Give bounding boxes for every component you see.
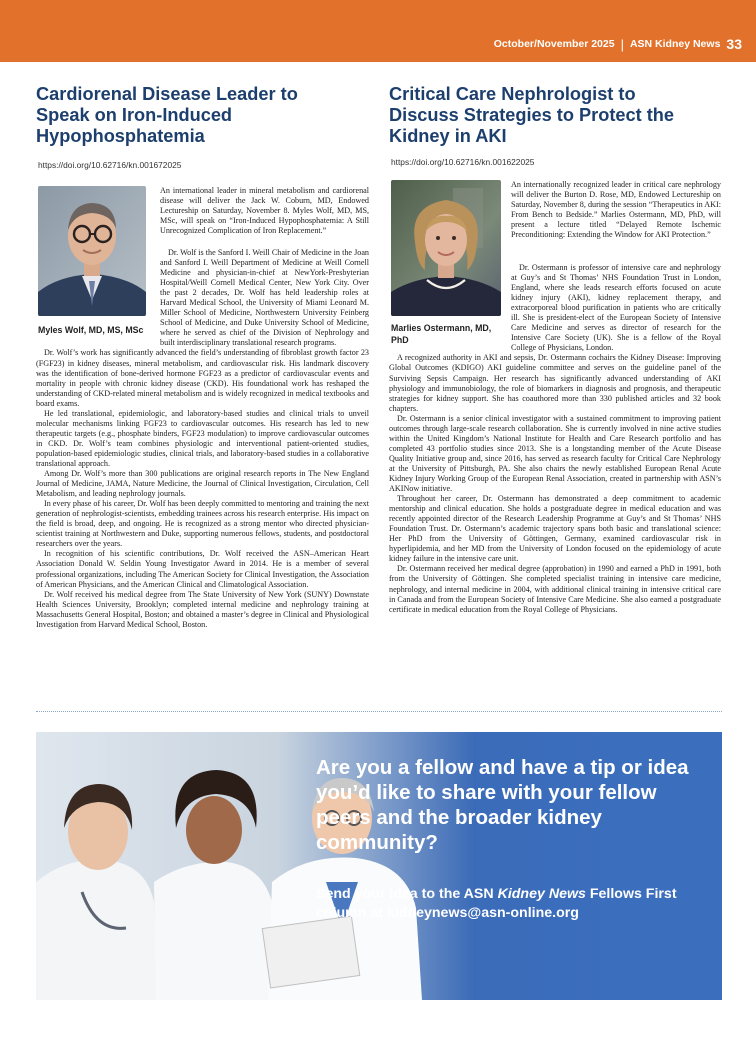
running-header [494, 36, 742, 52]
left-photo-caption: Myles Wolf, MD, MS, MSc [38, 325, 144, 335]
right-para-1: An internationally recognized leader in critical care nephrology will deliver the Burton D. Rose, MD, Endowed Lectureship on Saturday, November 8, during the session “Therapeutics in AKI: From Bench to Bedside.” Marlies Ostermann, MD, PhD, will present a lecture titled “Delayed Remote Ischemic Preconditioning: Extending the Window for AKI Protection.” [511, 180, 721, 240]
fellows-first-ad [36, 732, 722, 1000]
ad-callout-italic: Kidney News [497, 886, 586, 902]
header-separator: | [620, 36, 624, 52]
right-para-6: Dr. Ostermann received her medical degree (approbation) in 1990 and earned a PhD in 1991, both from the University of Göttingen. She completed specialist training in intensive care medicine, nephrology, and internal medicine in 2004, with additional clinical training in intensive critical care in Canada and from the European Society of Intensive Care Medicine. She also earned a postgraduate certificate in medical education from the Royal College of Physicians. [389, 564, 721, 614]
publication-name: ASN Kidney News [629, 38, 721, 50]
right-article-intro [511, 180, 721, 240]
issue-date: October/November 2025 [493, 38, 615, 50]
left-para-7: In recognition of his scientific contributions, Dr. Wolf received the ASN–American Heart Association Donald W. Seldin Young Investigator Award in 2014. He is a member of several professional organizations, including The American Society for Clinical Investigation, the Association of American Physicians, and the American Clinical and Climatological Association. [36, 549, 369, 589]
left-article-doi[interactable]: https://doi.org/10.62716/kn.001672025 [38, 160, 182, 170]
left-para-1: An international leader in mineral metabolism and cardiorenal disease will deliver the Jack W. Coburn, MD, Endowed Lectureship on Saturday, November 8. Myles Wolf, MD, MS, MSc, will speak on “Iron-Induced Hypophosphatemia: A Still Unrecognized Complication of Iron Replacement.” [160, 186, 369, 236]
right-para-3: A recognized authority in AKI and sepsis, Dr. Ostermann cochairs the Kidney Disease: Improving Global Outcomes (KDIGO) AKI guideline committee and serves on the guideline panel of the Surviving Sepsis Campaign. Her research has significantly advanced understanding of AKI physiology and immunobiology, the role of biomarkers in diagnosis and prognosis, and therapeutic strategies for kidney support. She has coauthored more than 330 published articles and 32 book chapters. [389, 353, 721, 413]
right-article-headline: Critical Care Nephrologist to Discuss Strategies to Protect the Kidney in AKI [389, 84, 675, 146]
header-band [0, 0, 756, 62]
right-article-doi[interactable]: https://doi.org/10.62716/kn.001622025 [391, 157, 535, 167]
left-article-headline: Cardiorenal Disease Leader to Speak on Iron-Induced Hypophosphatemia [36, 84, 298, 146]
right-para-5: Throughout her career, Dr. Ostermann has demonstrated a deep commitment to academic mentorship and clinical education. She holds a postgraduate degree in medical education and was recently appointed director of the Research Leadership Programme at Guy’s and St Thomas’ NHS Foundation Trust. Dr. Ostermann’s academic trajectory spans both basic and translational science: Her PhD from the University of Göttingen, Germany, examined cardiovascular risk in hyperlipidemia, and her MD from the University of London focused on the epidemiology of acute kidney failure in the intensive care unit. [389, 494, 721, 564]
ad-callout-email[interactable]: Fellows First column at kidneynews@asn-online.org [316, 886, 677, 921]
left-para-5: Among Dr. Wolf’s more than 300 publications are original research reports in The New England Journal of Medicine, JAMA, Nature Medicine, the Journal of Clinical Investigation, Circulation, Cell Metabolism, and leading nephrology journals. [36, 469, 369, 499]
left-para-4: He led translational, epidemiologic, and laboratory-based studies and clinical trials to unveil molecular mechanisms linking FGF23 to cardiovascular outcomes. His research has led to new therapeutic targets (e.g., phosphate binders, FGF23 modulation) to improve cardiovascular outcomes in CKD. Dr. Wolf’s team combines physiologic and interventional patient-oriented studies, population-based epidemiologic studies, clinical trials, and laboratory-based studies in a collaborative translational approach. [36, 408, 369, 468]
section-divider [36, 711, 722, 712]
left-para-2: Dr. Wolf is the Sanford I. Weill Chair of Medicine in the Joan and Sanford I. Weill Department of Medicine at Weill Cornell Medicine and physician-in-chief at NewYork-Presbyterian Hospital/Weill Cornell Medical Center, New York City. Over the past 2 decades, Dr. Wolf has held leadership roles at Harvard Medical School, the University of Miami Leonard M. Miller School of Medicine, Northwestern University Feinberg School of Medicine, and Duke University School of Medicine, where he served as chief of the Division of Nephrology and built interdisciplinary translational research programs. [160, 248, 369, 348]
left-para-3: Dr. Wolf’s work has significantly advanced the field’s understanding of fibroblast growth factor 23 (FGF23) in kidney diseases, mineral metabolism, and cardiovascular risk. His landmark discovery was the identification of bone-derived hormone FGF23 as a predictor of cardiovascular events and mortality in people with chronic kidney disease (CKD). His foundational work has reshaped the understanding of CKD-related mineral metabolism and is widely recognized in medical textbooks and board exams. [36, 348, 369, 408]
left-para-8: Dr. Wolf received his medical degree from The State University of New York (SUNY) Downstate Health Sciences University, Brooklyn; completed internal medicine and nephrology training at Massachusetts General Hospital, Boston; and obtained a master’s degree in Clinical and Physiological Investigation from Harvard Medical School, Boston. [36, 589, 369, 629]
left-article-body [36, 248, 369, 630]
left-article-intro [160, 186, 369, 236]
ad-headline: Are you a fellow and have a tip or idea you’d like to share with your fellow peers and the broader kidney community? [316, 756, 689, 854]
right-photo-caption: Marlies Ostermann, MD, PhD [391, 323, 492, 345]
right-para-2: Dr. Ostermann is professor of intensive care and nephrology at Guy’s and St Thomas’ NHS Foundation Trust in London, England, where she leads research efforts focused on acute kidney injury (AKI), kidney replacement therapy, and extracorporeal blood purification in patients who are critically ill. She is president-elect of the European Society of Intensive Care Medicine and serves as director of research for the Intensive Care Society (UK). She is a fellow of the Royal College of Physicians, London. [511, 263, 721, 353]
ad-callout [316, 885, 716, 923]
right-para-4: Dr. Ostermann is a senior clinical investigator with a sustained commitment to improving patient outcomes through large-scale research collaboration. She is currently involved in nine active studies within the United Kingdom’s National Institute for Health and Care Research portfolio and has completed 43 portfolio studies since 2013. She is a longstanding member of the Acute Disease Quality Initiative group and, since 2016, has served as research faculty for Critical Care Nephrology at the University of Pittsburgh, PA. She also chairs the newly established European Renal Acute Kidney Injury Working Group of the European Renal Association, created in partnership with ASN’s AKINow initiative. [389, 413, 721, 494]
ad-callout-prefix: Send your idea to the ASN [316, 886, 498, 902]
right-article-body [389, 263, 721, 615]
page-number: 33 [726, 36, 742, 52]
left-para-6: In every phase of his career, Dr. Wolf has been deeply committed to mentoring and training the next generation of nephrologist-scientists, embedding trainees across his research enterprise. His impact on the field is broad, deep, and ongoing. He is recognized as a strong mentor who directed physician-scientist training at Northwestern and Duke, supporting numerous fellows, students, and postdoctoral researchers over the years. [36, 499, 369, 549]
